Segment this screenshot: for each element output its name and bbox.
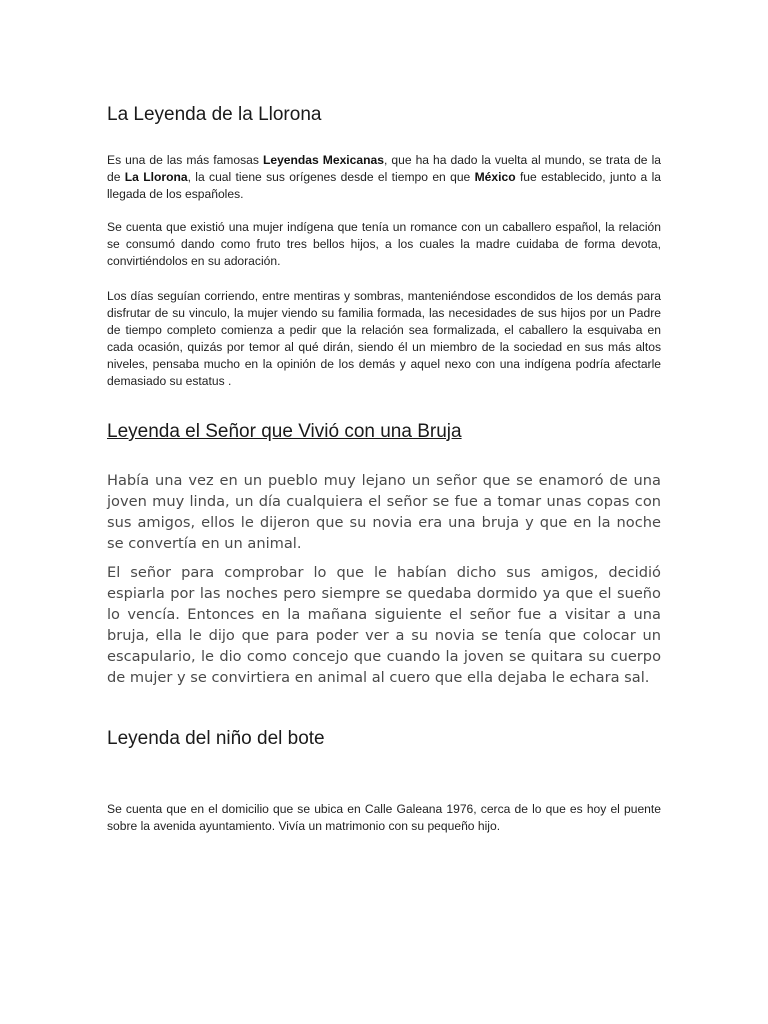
paragraph-llorona-days: Los días seguían corriendo, entre mentiras y sombras, manteniéndose escondidos de los demás para disfrutar de su vinculo, la mujer viendo su familia formada, las necesidades de sus hijos por un Padre de tiempo completo comienza a pedir que la relación sea formalizada, el caballero la esquivaba en cada ocasión, quizás por temor al qué dirán, siendo él un miembro de la sociedad en sus más altos niveles, pensaba mucho en la opinión de los demás y aquel nexo con una indígena podría afectarle demasiado su estatus . [107, 289, 661, 388]
paragraph-llorona-romance: Se cuenta que existió una mujer indígena que tenía un romance con un caballero español, la relación se consumó dando como fruto tres bellos hijos, a los cuales la madre cuidaba de forma devota, convirtiéndolos en su adoración. [107, 220, 661, 268]
paragraph-bruja-escapulario: El señor para comprobar lo que le habían dicho sus amigos, decidió espiarla por las noches pero siempre se quedaba dormido ya que el sueño lo vencía. Entonces en la mañana siguiente el señor fue a visitar a una bruja, ella le dijo que para poder ver a su novia se tenía que colocar un escapulario, le dio como concejo que cuando la joven se quitara su cuerpo de mujer y se convirtiera en animal al cuero que ella dejaba le echara sal. [107, 564, 661, 686]
bold-mexico: México [474, 170, 516, 184]
heading-la-llorona: La Leyenda de la Llorona [107, 104, 322, 125]
bold-leyendas-mexicanas: Leyendas Mexicanas [262, 153, 384, 167]
text-run: fue establecido, junto a la llegada de los españoles. [107, 170, 661, 201]
paragraph-nino-bote: Se cuenta que en el domicilio que se ubica en Calle Galeana 1976, cerca de lo que es hoy el puente sobre la avenida ayuntamiento. Vivía un matrimonio con su pequeño hijo. [107, 802, 661, 833]
heading-senor-bruja: Leyenda el Señor que Vivió con una Bruja [107, 421, 462, 442]
text-run: , la cual tiene sus orígenes desde el tiempo en que [187, 170, 475, 184]
paragraph-llorona-intro [107, 152, 661, 203]
bold-la-llorona: La Llorona [124, 170, 188, 184]
text-run: Es una de las más famosas [107, 153, 263, 167]
heading-nino-del-bote: Leyenda del niño del bote [107, 728, 325, 749]
text-run: , que ha ha dado la vuelta al mundo, se trata de la de [107, 153, 661, 184]
paragraph-bruja-intro: Había una vez en un pueblo muy lejano un señor que se enamoró de una joven muy linda, un día cualquiera el señor se fue a tomar unas copas con sus amigos, ellos le dijeron que su novia era una bruja y que en la noche se convertía en un animal. [107, 472, 661, 552]
